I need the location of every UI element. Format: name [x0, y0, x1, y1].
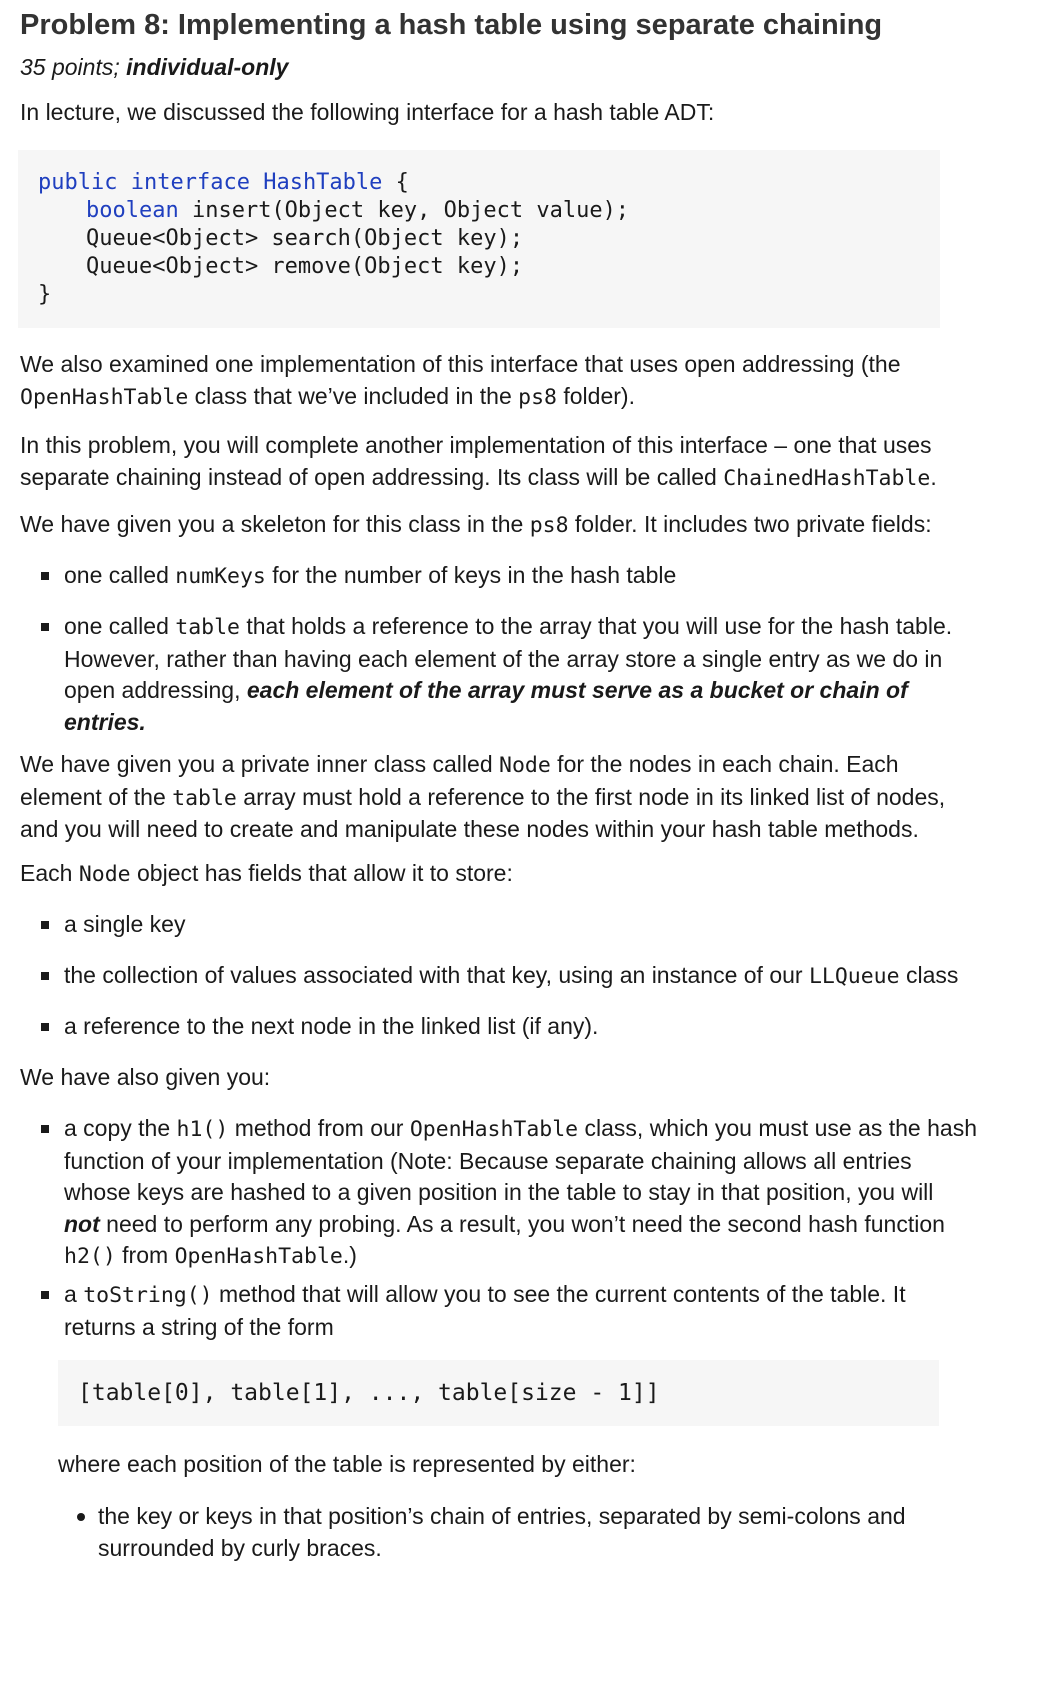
text: class [899, 962, 959, 988]
text: We have given you a skeleton for this class in the [20, 511, 530, 537]
text: one called [64, 613, 176, 639]
list-item [64, 611, 1034, 738]
document-page [20, 0, 1020, 1561]
text: returns a string of the form [64, 1313, 334, 1340]
code-tostring: toString() [83, 1283, 213, 1308]
text: element of the [20, 783, 173, 810]
node-fields-paragraph [20, 858, 1020, 891]
text: that holds a reference to the array that you will use for the hash table. [239, 613, 953, 639]
emphasis-text: not [64, 1210, 100, 1237]
text: from [115, 1242, 175, 1268]
code-open-hash-table: OpenHashTable [20, 384, 189, 410]
emphasis-text: entries. [64, 708, 146, 735]
text: function of your implementation (Note: Because separate chaining allows all entries [64, 1147, 912, 1174]
text: surrounded by curly braces. [98, 1534, 382, 1561]
text: for the nodes in each chain. Each [550, 751, 899, 777]
list-item [64, 960, 1034, 993]
text: the key or keys in that position’s chain of entries, separated by semi-colons and [98, 1503, 906, 1529]
text: We also examined one implementation of this interface that uses open addressing (the [20, 351, 901, 377]
emphasis-text: each element of the array must serve as a bucket or chain of [246, 677, 908, 703]
text: folder). [556, 382, 635, 409]
insert-signature: insert(Object key, Object value); [178, 198, 630, 223]
where-paragraph: where each position of the table is represented by either: [58, 1451, 636, 1477]
mode-text: individual-only [126, 54, 289, 80]
tostring-format-line: [table[0], table[1], ..., table[size - 1]] [78, 1380, 660, 1406]
text: We have given you a private inner class called [20, 751, 500, 777]
interface-name: HashTable [263, 170, 383, 195]
text: class, which you must use as the hash [578, 1115, 977, 1141]
also-given-paragraph: We have also given you: [20, 1064, 271, 1090]
code-node: Node [78, 862, 131, 887]
text: one called [64, 562, 176, 588]
text: the collection of values associated with that key, using an instance of our [64, 962, 809, 988]
text: whose keys are hashed to a given position in the table to stay in that position, you will [64, 1179, 934, 1205]
text: separate chaining instead of open addressing. Its class will be called [20, 463, 724, 490]
list-item: a single key [64, 909, 1034, 941]
code-open-hash-table: OpenHashTable [174, 1244, 343, 1269]
text: need to perform any probing. As a result, you won’t need the second hash function [99, 1210, 945, 1237]
list-item [64, 1279, 1034, 1343]
list-item [98, 1501, 998, 1564]
code-numkeys: numKeys [175, 564, 266, 589]
code-table: table [172, 785, 237, 811]
text: .) [342, 1242, 357, 1268]
code-open-hash-table: OpenHashTable [409, 1117, 579, 1142]
list-item [64, 1113, 1034, 1273]
chaining-paragraph [20, 430, 1020, 494]
text: class that we’ve included in the [188, 382, 519, 409]
code-ps8: ps8 [529, 513, 569, 538]
code-chained-hash-table: ChainedHashTable [723, 465, 931, 491]
list-item [64, 560, 1034, 593]
kw-boolean: boolean [86, 198, 179, 223]
code-table: table [175, 615, 240, 640]
code-h2: h2() [64, 1244, 116, 1269]
tostring-format-code-block [58, 1360, 939, 1426]
text: . [930, 463, 937, 490]
kw-interface: interface [130, 170, 250, 195]
text: and you will need to create and manipulate these nodes within your hash table methods. [20, 816, 919, 842]
points-text: 35 points; [20, 54, 127, 80]
text: a copy the [64, 1115, 177, 1141]
intro-paragraph: In lecture, we discussed the following interface for a hash table ADT: [20, 99, 715, 125]
text: open addressing, [64, 677, 247, 703]
code-h1: h1() [176, 1117, 229, 1142]
text: Each [20, 860, 79, 886]
code-llqueue: LLQueue [808, 964, 900, 989]
text: method from our [228, 1115, 410, 1141]
kw-public: public [38, 170, 118, 195]
text: method that will allow you to see the current contents of the table. It [212, 1281, 906, 1307]
text: folder. It includes two private fields: [568, 511, 932, 537]
skeleton-paragraph [20, 509, 1020, 542]
list-item: a reference to the next node in the linked list (if any). [64, 1011, 1034, 1043]
code-node: Node [499, 753, 551, 778]
text: However, rather than having each element of the array store a single entry as we do in [64, 645, 943, 672]
text: object has fields that allow it to store: [130, 860, 513, 886]
text: a [64, 1281, 84, 1307]
text: for the number of keys in the hash table [265, 562, 677, 588]
open-addressing-paragraph [20, 349, 1020, 413]
interface-code-block [18, 150, 940, 328]
code-line-4: Queue<Object> remove(Object key); [86, 254, 524, 279]
text: array must hold a reference to the first node in its linked list of nodes, [236, 783, 946, 810]
points-line [20, 52, 288, 84]
node-class-paragraph [20, 749, 1020, 846]
code-line-3: Queue<Object> search(Object key); [86, 226, 524, 251]
text: In this problem, you will complete another implementation of this interface – one that uses [20, 432, 932, 458]
code-line-2 [86, 196, 629, 226]
page-title: Problem 8: Implementing a hash table using separate chaining [20, 9, 883, 41]
code-line-1 [38, 168, 409, 198]
open-brace: { [382, 170, 409, 195]
code-line-5: } [38, 282, 52, 307]
code-ps8: ps8 [518, 384, 557, 410]
